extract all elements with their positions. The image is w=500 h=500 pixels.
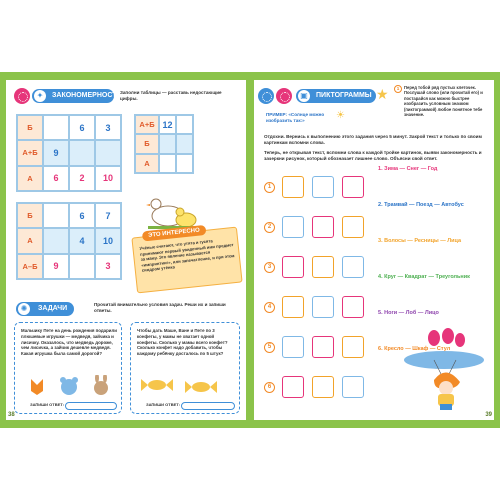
table-cell[interactable]	[159, 134, 176, 153]
step-2-text: Отдохни. Вернись к выполнению этого задания через 5 минут. Закрой текст и только по своим картинкам вспомни слова.	[264, 134, 482, 145]
pictogram-box[interactable]	[312, 216, 334, 238]
word-triple	[378, 166, 437, 172]
table-cell[interactable]	[176, 115, 193, 134]
task-1-text: Мальчику Пете на день рождения подарили плюшевые игрушки — медведя, зайчика и лисичку. Оказалось, что медведь дороже, чем лисичка, а зайчик дешевле медведя. Какая игрушка была самой дорогой?	[21, 328, 117, 357]
puzzle-icon: ✦	[34, 90, 46, 102]
table-row-label: А+Б	[135, 115, 159, 134]
pictogram-box[interactable]	[282, 336, 304, 358]
table-row-label: А–Б	[17, 254, 43, 279]
table-cell[interactable]: 2	[69, 166, 95, 191]
candies-illustration	[139, 373, 233, 397]
table-row-label: А	[135, 154, 159, 173]
camera-icon	[258, 88, 274, 104]
table-cell[interactable]	[43, 115, 69, 140]
pictogram-box[interactable]	[282, 376, 304, 398]
patterns-intro: Заполни таблицы — расставь недостающие цифры.	[120, 90, 222, 101]
pictogram-icon	[276, 88, 292, 104]
word-triple-text: Волосы — Ресницы — Лица	[384, 238, 462, 244]
row-number: 4	[264, 302, 275, 313]
table-cell[interactable]: 12	[159, 115, 176, 134]
table-cell[interactable]	[69, 140, 95, 165]
right-page	[254, 80, 494, 420]
table-cell[interactable]	[95, 140, 121, 165]
page-number-right: 39	[485, 412, 492, 418]
table-cell[interactable]	[43, 203, 69, 228]
word-triple-separator: .	[381, 202, 385, 208]
balloons-icon	[426, 328, 466, 358]
pattern-table-2	[134, 114, 194, 174]
pictogram-box[interactable]	[312, 296, 334, 318]
pictogram-box[interactable]	[282, 256, 304, 278]
table-cell[interactable]: 6	[43, 166, 69, 191]
table-row-label: Б	[135, 134, 159, 153]
fact-note	[131, 227, 242, 294]
table-row-label: Б	[17, 203, 43, 228]
girl-with-balloons	[404, 350, 490, 410]
word-triple-number: 1	[378, 166, 382, 172]
left-page	[6, 80, 246, 420]
step-3-text: Теперь, не открывая текст, вспомни слова к каждой тройке картинок, выяви закономерность и зачеркни рисунок, который обозначает лишнее слово. Объясни свой ответ.	[264, 150, 482, 161]
step-1-text: Перед тобой ряд пустых клеточек. Послушай слово (или прочитай его) и постарайся как можно быстрее изобразить условным значком (пиктограммой) любое понятное тебе значение.	[404, 85, 483, 118]
pattern-icon	[14, 88, 30, 104]
table-cell[interactable]: 6	[69, 203, 95, 228]
task-2-text: Чтобы дать Маше, Ване и Пете по 3 конфеты, у мамы не хватает одной конфеты. Сколько у мамы всего конфет? Сколько конфет надо добавить, чтобы каждому ребёнку досталось по 5 штук?	[137, 328, 228, 357]
word-triple-number: 2	[378, 202, 382, 208]
word-triple-text: Кресло — Шкаф — Стул	[384, 346, 451, 352]
table-cell[interactable]	[43, 228, 69, 253]
row-number: 3	[264, 262, 275, 273]
task-card-1	[14, 322, 122, 414]
pictogram-box[interactable]	[342, 176, 364, 198]
word-triple-text: Зима — Снег — Год	[384, 166, 438, 172]
word-triple	[378, 202, 464, 208]
table-row-label: А	[17, 166, 43, 191]
pictogram-box[interactable]	[342, 376, 364, 398]
word-triple-number: 5	[378, 310, 382, 316]
pictogram-box[interactable]	[342, 296, 364, 318]
row-number: 1	[264, 182, 275, 193]
word-triple-text: Ноги — Лоб — Лицо	[384, 310, 439, 316]
word-triple	[378, 310, 439, 316]
pictogram-box[interactable]	[342, 336, 364, 358]
tasks-intro: Прочитай внимательно условия задач. Реши их и запиши ответы.	[94, 302, 226, 313]
pattern-table-3	[16, 202, 122, 280]
pictogram-box[interactable]	[312, 376, 334, 398]
word-triple-text: Круг — Квадрат — Треугольник	[384, 274, 470, 280]
pictogram-box[interactable]	[342, 256, 364, 278]
animal-faces	[25, 375, 113, 397]
answer-field-1[interactable]: ЗАПИШИ ОТВЕТ:	[65, 402, 117, 410]
answer-field-2[interactable]: ЗАПИШИ ОТВЕТ:	[181, 402, 235, 410]
table-row-label: Б	[17, 115, 43, 140]
section-header-tasks: ✺ ЗАДАЧИ	[16, 302, 74, 316]
task-card-2	[130, 322, 240, 414]
star-icon: ★	[376, 86, 389, 102]
pictogram-box[interactable]	[282, 296, 304, 318]
row-number: 6	[264, 382, 275, 393]
word-triple-separator: .	[381, 166, 385, 172]
table-row-label: А	[17, 228, 43, 253]
book-spread	[0, 72, 500, 428]
image-icon: ▣	[298, 90, 310, 102]
pictogram-box[interactable]	[312, 256, 334, 278]
table-cell[interactable]: 3	[95, 115, 121, 140]
word-triple-text: Трамвай — Поезд — Автобус	[384, 202, 464, 208]
fact-note-text: Учёные считают, что утята и гусята принимают первый увиденный ими предмет за маму. Это явление называется «импринтинг», или запечатление, и при этом синдром утёнка	[139, 238, 235, 274]
word-triple-separator: .	[381, 346, 385, 352]
pictogram-box[interactable]	[312, 176, 334, 198]
table-cell[interactable]	[69, 254, 95, 279]
table-cell[interactable]: 10	[95, 228, 121, 253]
word-triple-number: 6	[378, 346, 382, 352]
table-cell[interactable]: 7	[95, 203, 121, 228]
pictogram-box[interactable]	[282, 176, 304, 198]
table-cell[interactable]	[159, 154, 176, 173]
step-1-marker: 1	[394, 85, 402, 93]
word-triple-number: 3	[378, 238, 382, 244]
pattern-table-1	[16, 114, 122, 192]
lightbulb-icon: ✺	[18, 303, 30, 315]
word-triple-separator: .	[381, 310, 385, 316]
row-number: 5	[264, 342, 275, 353]
word-triple-number: 4	[378, 274, 382, 280]
word-triple-separator: .	[381, 238, 385, 244]
table-cell[interactable]: 3	[95, 254, 121, 279]
pictogram-box[interactable]	[282, 216, 304, 238]
table-cell[interactable]: 10	[95, 166, 121, 191]
section-header-pictograms: ▣ ПИКТОГРАММЫ	[296, 89, 376, 103]
pictogram-box[interactable]	[312, 336, 334, 358]
table-cell[interactable]: 4	[69, 228, 95, 253]
example-text: ПРИМЕР: «Солнце можно изобразить так:»	[266, 112, 325, 123]
table-row-label: А+Б	[17, 140, 43, 165]
word-triple-separator: .	[381, 274, 385, 280]
table-cell[interactable]	[176, 134, 193, 153]
fact-note-title: ЭТО ИНТЕРЕСНО	[142, 225, 206, 242]
table-cell[interactable]: 9	[43, 254, 69, 279]
page-number-left: 38	[8, 412, 15, 418]
table-cell[interactable]: 9	[43, 140, 69, 165]
row-number: 2	[264, 222, 275, 233]
table-cell[interactable]	[176, 154, 193, 173]
section-header-patterns: ✦ ЗАКОНОМЕРНОСТИ	[32, 89, 114, 103]
sun-icon: ☀	[336, 110, 345, 121]
word-triple	[378, 238, 461, 244]
table-cell[interactable]: 6	[69, 115, 95, 140]
word-triple	[378, 274, 470, 280]
pictogram-box[interactable]	[342, 216, 364, 238]
